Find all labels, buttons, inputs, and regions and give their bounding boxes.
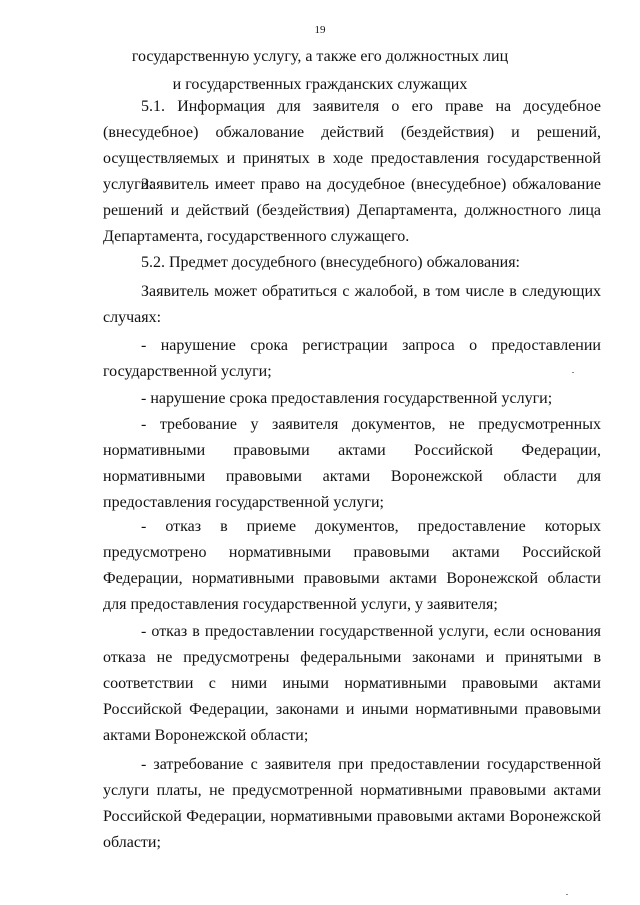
list-item-service-refusal: - отказ в предоставлении государственной услуги, если основания отказа не предусмотрены федеральными законами и принятыми в соответствии с ними иными нормативными правовыми актами Российской Федерации, законами и иными нормативными правовыми актами Воронежской области; — [103, 623, 601, 744]
list-item-registration-deadline: - нарушение срока регистрации запроса о предоставлении государственной услуги; — [103, 337, 601, 380]
paragraph-5-1: 5.1. Информация для заявителя о его праве на досудебное (внесудебное) обжалование действий (бездействия) и решений, осуществляемых и принятых в ходе предоставления государственной услуги: — [103, 98, 601, 193]
list-item-fee-demand: - затребование с заявителя при предоставлении государственной услуги платы, не предусмотренной нормативными правовыми актами Российской Федерации, нормативными правовыми актами Воронежской области; — [103, 756, 601, 851]
list-item-document-refusal: - отказ в приеме документов, предоставление которых предусмотрено нормативными правовыми актами Российской Федерации, нормативными правовыми актами Воронежской области для предоставления государственной услуги, у заявителя; — [103, 518, 601, 613]
paragraph-cases-intro: Заявитель может обратиться с жалобой, в том числе в следующих случаях: — [103, 283, 601, 326]
paragraph-5-2: 5.2. Предмет досудебного (внесудебного) обжалования: — [141, 254, 520, 271]
section-heading-line-1: государственную услугу, а также его должностных лиц — [131, 48, 509, 65]
page-number: 19 — [314, 24, 326, 36]
scan-speck — [572, 372, 574, 373]
list-item-document-requirement: - требование у заявителя документов, не предусмотренных нормативными правовыми актами Российской Федерации, нормативными правовыми актами Воронежской области для предоставления государственной услуги; — [103, 416, 601, 511]
scan-speck — [566, 894, 568, 895]
section-heading-line-2: и государственных гражданских служащих — [172, 76, 468, 93]
paragraph-right-to-appeal: Заявитель имеет право на досудебное (внесудебное) обжалование решений и действий (бездействия) Департамента, должностного лица Департамента, государственного служащего. — [103, 176, 601, 245]
list-item-service-deadline: - нарушение срока предоставления государственной услуги; — [141, 390, 553, 407]
